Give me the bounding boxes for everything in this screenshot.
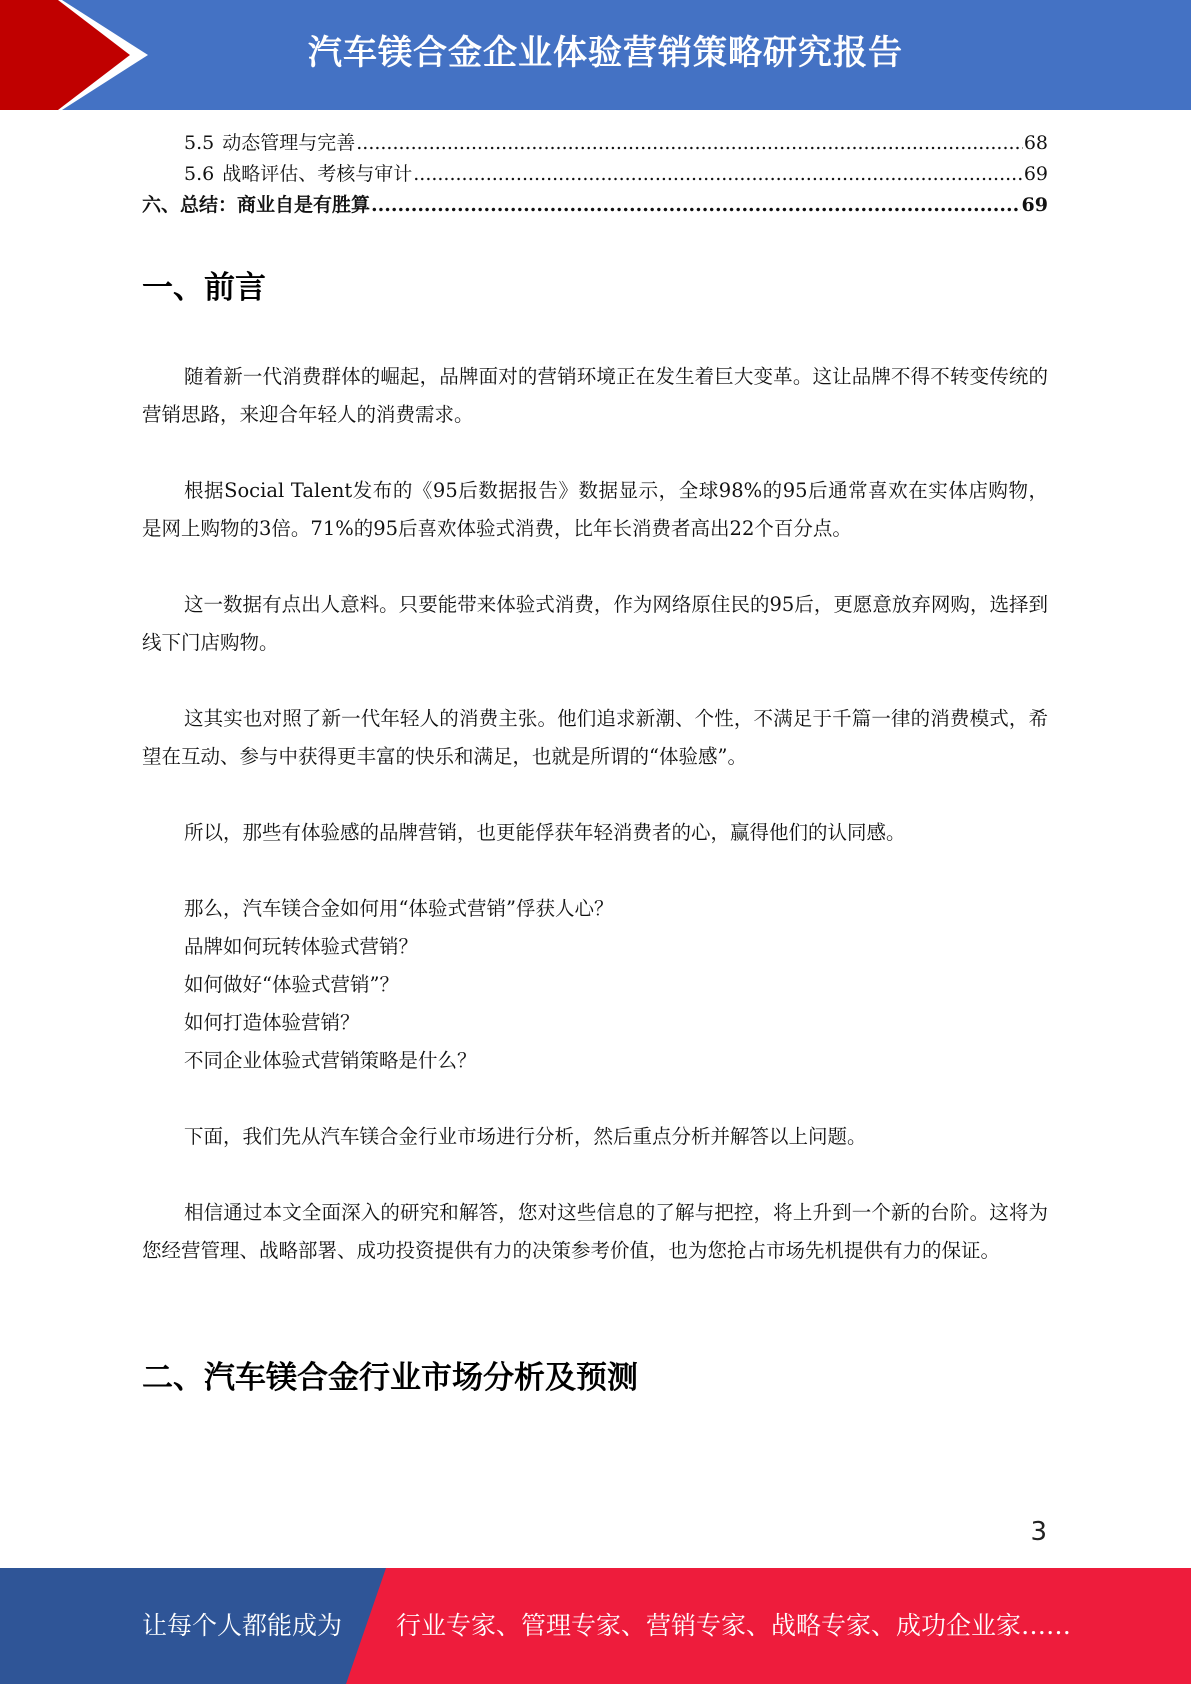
question-line: 不同企业体验式营销策略是什么？ — [184, 1049, 477, 1072]
paragraph: 这其实也对照了新一代年轻人的消费主张。他们追求新潮、个性，不满足于千篇一律的消费模式，希望在互动、参与中获得更丰富的快乐和满足，也就是所谓的“体验感”。 — [142, 707, 1048, 768]
toc-entry[interactable] — [142, 128, 1048, 159]
section-body — [142, 358, 1048, 1270]
toc-leader-dots — [356, 132, 1023, 154]
question-line: 如何做好“体验式营销”？ — [184, 973, 399, 996]
footer-slogan-right: 行业专家、管理专家、营销专家、战略专家、成功企业家…… — [396, 1611, 1072, 1640]
toc-entry[interactable] — [142, 190, 1048, 221]
paragraph: 所以，那些有体验感的品牌营销，也更能俘获年轻消费者的心，赢得他们的认同感。 — [184, 821, 906, 844]
footer-slogan-left: 让每个人都能成为 — [142, 1611, 343, 1640]
toc-entry-page: 69 — [1021, 194, 1048, 216]
toc-leader-dots — [371, 194, 1021, 216]
paragraph: 这一数据有点出人意料。只要能带来体验式消费，作为网络原住民的95后，更愿意放弃网购，选择到线下门店购物。 — [142, 593, 1048, 654]
page-number: 3 — [1030, 1517, 1047, 1547]
paragraph: 随着新一代消费群体的崛起，品牌面对的营销环境正在发生着巨大变革。这让品牌不得不转变传统的营销思路，来迎合年轻人的消费需求。 — [142, 365, 1048, 426]
toc-entry-number: 5.5 — [184, 132, 215, 154]
question-line: 那么，汽车镁合金如何用“体验式营销”俘获人心？ — [184, 897, 614, 920]
toc-entry[interactable] — [142, 159, 1048, 190]
paragraph: 相信通过本文全面深入的研究和解答，您对这些信息的了解与把控，将上升到一个新的台阶。这将为您经营管理、战略部署、成功投资提供有力的决策参考价值，也为您抢占市场先机提供有力的保证。 — [142, 1201, 1048, 1262]
toc-leader-dots — [413, 163, 1023, 185]
paragraph: 根据Social Talent发布的《95后数据报告》数据显示，全球98%的95后通常喜欢在实体店购物，是网上购物的3倍。71%的95后喜欢体验式消费，比年长消费者高出22个百分点。 — [142, 479, 1048, 540]
paragraph: 下面，我们先从汽车镁合金行业市场进行分析，然后重点分析并解答以上问题。 — [184, 1125, 867, 1148]
toc-entry-page: 69 — [1023, 163, 1048, 185]
toc-entry-number: 5.6 — [184, 163, 215, 185]
question-line: 品牌如何玩转体验式营销？ — [184, 935, 419, 958]
table-of-contents — [142, 128, 1048, 221]
page-footer — [0, 1568, 1191, 1684]
page-header — [0, 0, 1191, 110]
section-heading: 二、汽车镁合金行业市场分析及预测 — [142, 1360, 638, 1396]
toc-entry-page: 68 — [1023, 132, 1048, 154]
toc-entry-label: 六、总结：商业自是有胜算 — [142, 194, 371, 216]
toc-entry-label: 战略评估、考核与审计 — [222, 163, 413, 185]
question-line: 如何打造体验营销？ — [184, 1011, 360, 1034]
section-heading: 一、前言 — [142, 270, 266, 306]
toc-entry-label: 动态管理与完善 — [222, 132, 356, 154]
report-title: 汽车镁合金企业体验营销策略研究报告 — [308, 33, 903, 73]
